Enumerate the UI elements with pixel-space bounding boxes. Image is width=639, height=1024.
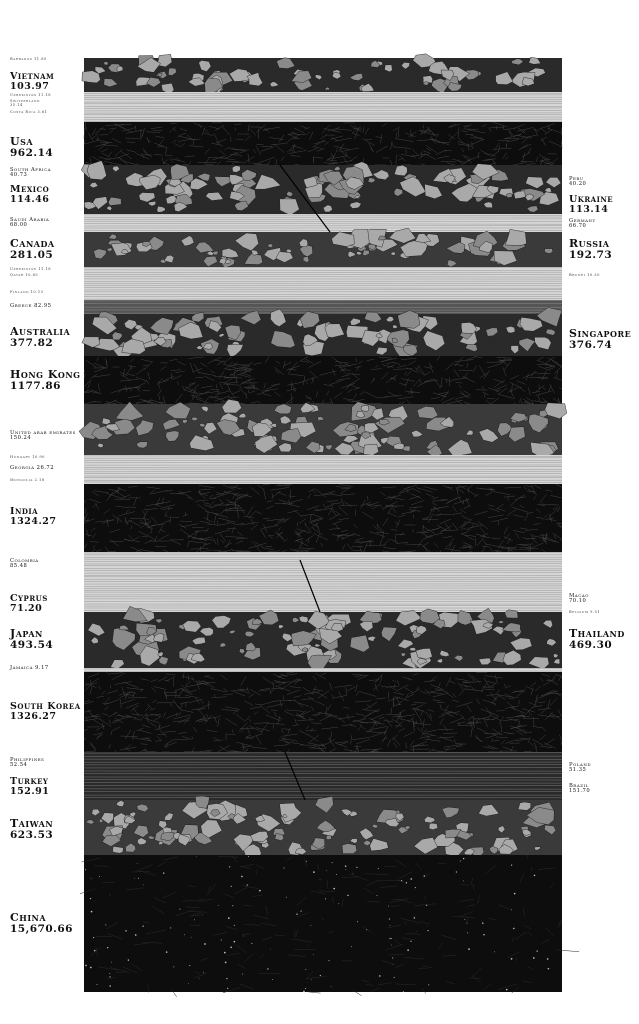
label-hong-kong-name: Hong Kong: [10, 368, 81, 381]
label-usa-value: 962.14: [10, 146, 54, 159]
label-taiwan-name: Taiwan: [10, 817, 54, 830]
label-barbados-text: Barbados 11.85: [10, 57, 47, 61]
layer-13: [84, 484, 562, 552]
label-saudi-arabia-name: Saudi Arabia: [10, 217, 50, 223]
label-saudi-arabia: [10, 218, 80, 229]
label-ukraine: [569, 195, 635, 215]
label-china-name: China: [10, 911, 47, 924]
label-brunei-text: Brunei 10.30: [569, 273, 600, 277]
label-india: [10, 507, 80, 527]
label-poland: [569, 763, 635, 774]
label-philippines-name: Philippines: [10, 757, 45, 763]
label-turkey-name: Turkey: [10, 776, 49, 787]
label-russia: [569, 238, 635, 261]
label-costa-rica-text: Costa Rica 3.61: [10, 110, 48, 114]
layer-2: [84, 92, 562, 122]
label-belgium-text: Belgium 9.51: [569, 610, 601, 614]
label-china-value: 15,670.66: [10, 922, 73, 935]
label-philippines: [10, 758, 80, 769]
label-south-korea-value: 1326.27: [10, 710, 57, 722]
label-saudi-arabia-value: 68.00: [10, 222, 28, 229]
label-vietnam-name: Vietnam: [10, 71, 55, 82]
label-south-africa-name: South Africa: [10, 167, 52, 173]
label-australia: [10, 326, 80, 349]
label-finland-text: Finland 10.13: [10, 290, 44, 294]
label-singapore-value: 376.74: [569, 338, 613, 351]
label-greece: [10, 304, 80, 309]
label-mongolia: [10, 479, 80, 483]
label-uzbekistan-1: [10, 94, 80, 98]
label-germany-name: Germany: [569, 218, 596, 224]
layer-17: [84, 672, 562, 752]
label-germany: [569, 219, 635, 230]
label-switzerland-name: Switzerland: [10, 99, 40, 103]
label-switzerland-value: 35.14: [10, 102, 23, 107]
label-usa-name: Usa: [10, 135, 34, 148]
label-brazil: [569, 784, 635, 795]
label-singapore: [569, 328, 635, 351]
label-cyprus-value: 71.20: [10, 602, 43, 614]
label-uzbekistan-2: [10, 268, 80, 272]
label-philippines-value: 52.54: [10, 762, 28, 769]
label-colombia-value: 85.48: [10, 563, 28, 570]
label-australia-value: 377.82: [10, 336, 54, 349]
label-china: [10, 912, 80, 935]
label-qatar: [10, 274, 80, 278]
label-taiwan: [10, 818, 80, 841]
label-turkey-value: 152.91: [10, 785, 50, 797]
layer-10: [84, 356, 562, 404]
label-taiwan-value: 623.53: [10, 828, 54, 841]
label-switzerland: [10, 100, 80, 108]
label-thailand: [569, 628, 635, 651]
label-uzbekistan-2-text: Uzbekistan 11.18: [10, 267, 52, 271]
label-india-value: 1324.27: [10, 515, 57, 527]
label-brunei: [569, 274, 635, 278]
label-mexico-value: 114.46: [10, 193, 50, 205]
label-canada-name: Canada: [10, 237, 55, 250]
label-hong-kong-value: 1177.86: [10, 379, 61, 392]
label-russia-value: 192.73: [569, 248, 613, 261]
label-peru-value: 40.20: [569, 181, 587, 188]
label-vietnam: [10, 72, 80, 92]
label-macao-name: Macao: [569, 593, 589, 599]
label-japan-value: 493.54: [10, 638, 54, 651]
label-jamaica: [10, 666, 80, 671]
label-cyprus: [10, 594, 80, 614]
label-south-korea-name: South Korea: [10, 701, 81, 712]
label-ukraine-value: 113.14: [569, 203, 609, 215]
label-japan: [10, 628, 80, 651]
label-uzbekistan-1-text: Uzbekistan 11.18: [10, 93, 52, 97]
label-japan-name: Japan: [10, 627, 43, 640]
label-hong-kong: [10, 369, 80, 392]
label-brazil-name: Brazil: [569, 783, 589, 789]
label-usa: [10, 136, 80, 159]
label-mexico-name: Mexico: [10, 184, 50, 195]
label-hungary-text: Hungary 10.90: [10, 455, 45, 459]
label-macao-value: 70.10: [569, 598, 587, 605]
label-georgia-text: Georgia 26.72: [10, 465, 55, 471]
label-greece-text: Greece 82.95: [10, 303, 52, 309]
label-colombia: [10, 559, 80, 570]
label-uae-name: United arab emirates: [10, 430, 76, 436]
label-peru: [569, 177, 635, 188]
label-ukraine-name: Ukraine: [569, 194, 614, 205]
layer-14: [84, 552, 562, 612]
label-russia-name: Russia: [569, 237, 610, 250]
label-finland: [10, 291, 80, 295]
label-australia-name: Australia: [10, 325, 71, 338]
label-canada-value: 281.05: [10, 248, 54, 261]
label-poland-name: Poland: [569, 762, 592, 768]
label-hungary: [10, 456, 80, 460]
label-turkey: [10, 777, 80, 797]
label-cyprus-name: Cyprus: [10, 593, 48, 604]
label-canada: [10, 238, 80, 261]
label-georgia: [10, 466, 80, 471]
label-jamaica-text: Jamaica 9.17: [10, 665, 49, 671]
label-costa-rica: [10, 111, 80, 115]
label-vietnam-value: 103.97: [10, 80, 50, 92]
label-thailand-value: 469.30: [569, 638, 613, 651]
label-mexico: [10, 185, 80, 205]
label-poland-value: 51.35: [569, 767, 587, 774]
label-thailand-name: Thailand: [569, 627, 625, 640]
label-south-africa: [10, 168, 80, 179]
label-colombia-name: Colombia: [10, 558, 39, 564]
label-peru-name: Peru: [569, 176, 584, 182]
label-germany-value: 66.70: [569, 223, 587, 230]
label-singapore-name: Singapore: [569, 327, 632, 340]
label-india-name: India: [10, 506, 39, 517]
label-barbados: [10, 58, 80, 62]
label-macao: [569, 594, 635, 605]
label-south-korea: [10, 702, 80, 722]
label-uae: [10, 431, 80, 442]
label-brazil-value: 151.70: [569, 788, 591, 795]
label-uae-value: 150.24: [10, 435, 32, 442]
label-belgium: [569, 611, 635, 615]
label-mongolia-text: Mongolia 2.18: [10, 478, 45, 482]
label-qatar-text: Qatar 10.85: [10, 273, 39, 277]
label-south-africa-value: 40.73: [10, 172, 28, 179]
